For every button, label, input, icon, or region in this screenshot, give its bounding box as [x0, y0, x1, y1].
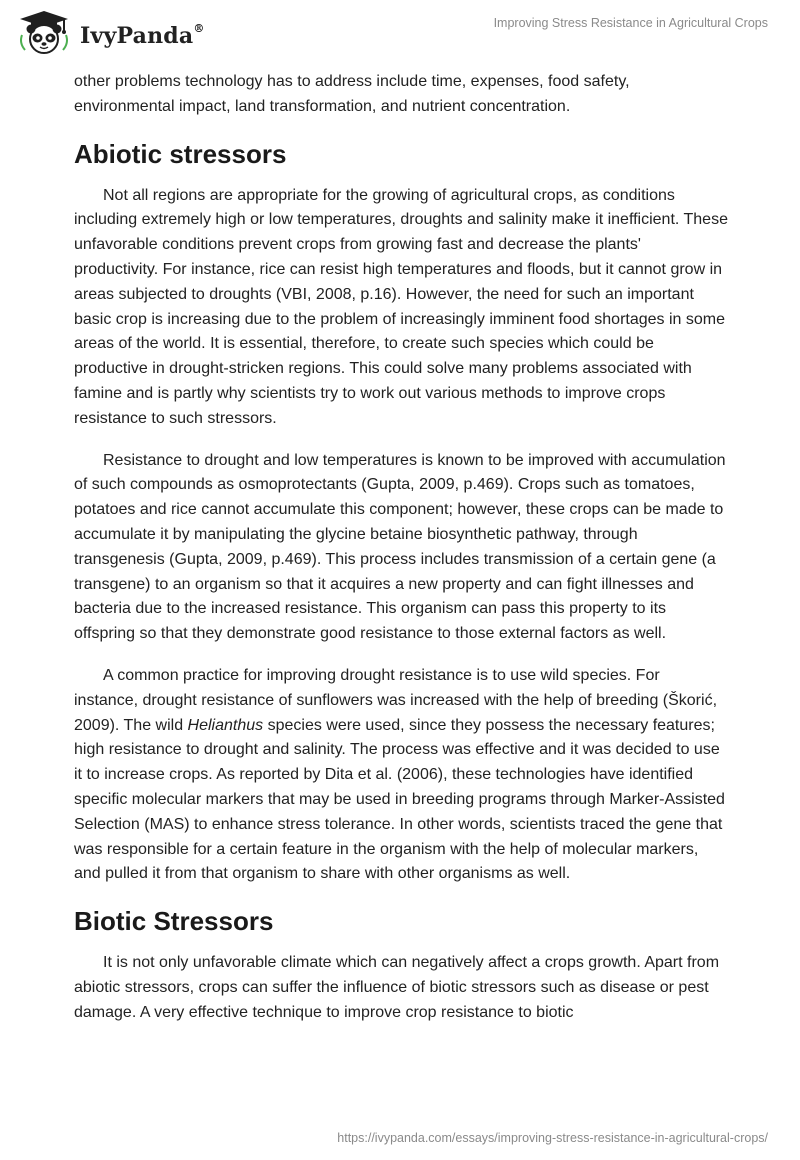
page-header	[0, 0, 800, 60]
abiotic-paragraph-2: Resistance to drought and low temperatures is known to be improved with accumulation of such compounds as osmoprotectants (Gupta, 2009, p.469). Crops such as tomatoes, potatoes and rice cannot accumulate this component; however, these crops can be made to accumulate it by manipulating the glycine betaine biosynthetic pathway, through transgenesis (Gupta, 2009, p.469). This process includes transmission of a certain gene (a transgene) to an organism so that it acquires a new property and can fight illnesses and bacteria due to the increased resistance. This organism can pass this property to its offspring so that they demonstrate good resistance to those external factors as well.	[74, 451, 726, 643]
section-heading-abiotic: Abiotic stressors	[74, 138, 287, 169]
biotic-paragraph-1: It is not only unfavorable climate which can negatively affect a crops growth. Apart from abiotic stressors, crops can suffer the influence of biotic stressors such as disease or pest damage. A very effective technique to improve crop resistance to biotic	[74, 954, 720, 1021]
brand-name: IvyPanda®	[80, 21, 205, 49]
registered-mark: ®	[193, 21, 205, 35]
paragraph-text: A common practice for improving drought resistance is to use wild species. For instance, drought resistance of sunflowers was increased with the help of breeding (Škorić, 2009). The wild	[74, 666, 718, 734]
intro-paragraph: other problems technology has to address include time, expenses, food safety, environmental impact, land transformation, and nutrient concentration.	[74, 73, 630, 115]
brand-logo[interactable]	[16, 9, 205, 57]
panda-graduate-logo-icon	[16, 9, 72, 55]
paragraph-text: species were used, since they possess the necessary features; high resistance to drought and salinity. The process was effective and it was decided to use it to increase crops. As reported by Dita et al. (2006), these technologies have identified specific molecular markers that may be used in breeding programs through Marker-Assisted Selection (MAS) to enhance stress tolerance. In other words, scientists traced the gene that was responsible for a certain feature in the organism with the help of molecular markers, and pulled it from that organism to share with other organisms as well.	[74, 716, 725, 883]
abiotic-paragraph-1: Not all regions are appropriate for the growing of agricultural crops, as conditions including extremely high or low temperatures, droughts and salinity make it inefficient. These unfavorable conditions prevent crops from growing fast and decrease the plants' productivity. For instance, rice can resist high temperatures and floods, but it cannot grow in areas subjected to droughts (VBI, 2008, p.16). However, the need for such an important basic crop is increasing due to the problem of increasingly imminent food shortages in some areas of the world. It is essential, therefore, to create such species which could be productive in drought-stricken regions. This could solve many problems associated with famine and is partly why scientists try to work out various methods to improve crops resistance to such stressors.	[74, 186, 728, 427]
source-url[interactable]: https://ivypanda.com/essays/improving-stress-resistance-in-agricultural-crops/	[337, 1131, 768, 1145]
section-heading-biotic: Biotic Stressors	[74, 906, 274, 937]
article-body	[74, 70, 728, 1043]
abiotic-paragraph-3	[74, 664, 728, 887]
document-title: Improving Stress Resistance in Agricultural Crops	[493, 16, 768, 30]
species-name: Helianthus	[187, 716, 264, 734]
